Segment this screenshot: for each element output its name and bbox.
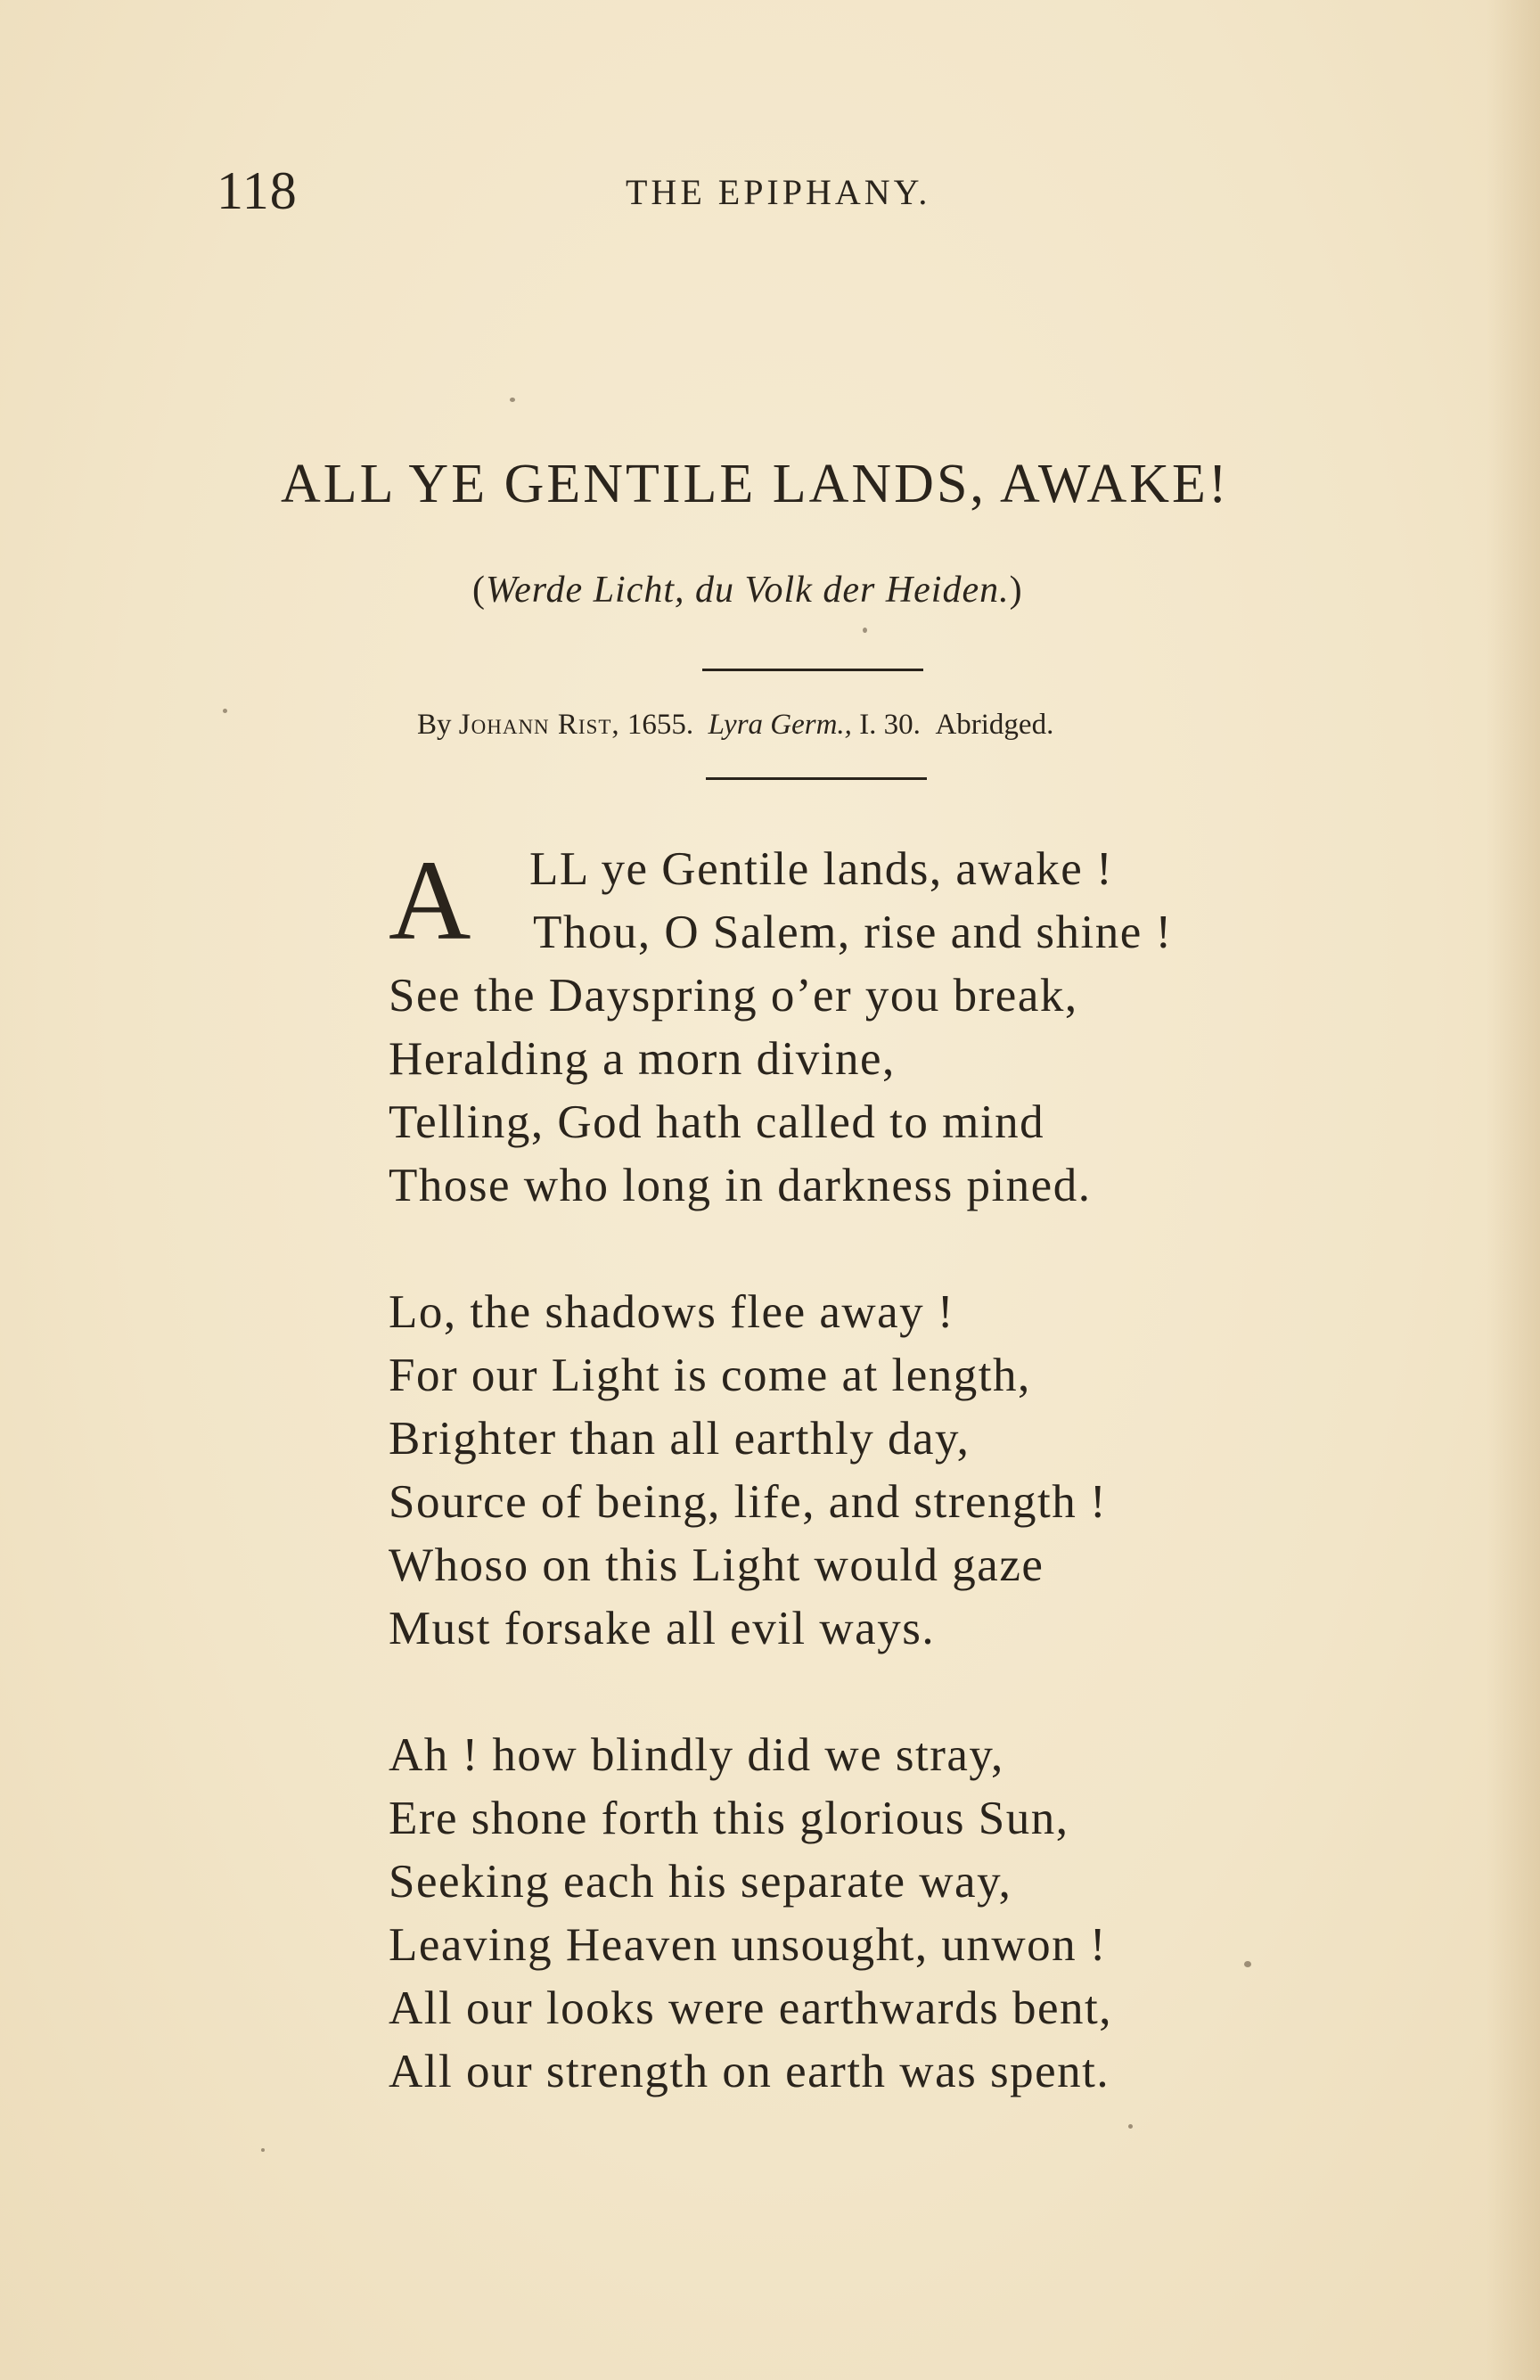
poem-line: Ah ! how blindly did we stray, — [389, 1729, 1004, 1781]
attribution-note: Abridged. — [935, 709, 1054, 741]
poem-line: For our Light is come at length, — [389, 1350, 1031, 1401]
poem-line: Whoso on this Light would gaze — [389, 1539, 1044, 1591]
attribution — [417, 709, 1053, 742]
poem-line: Those who long in darkness pined. — [389, 1160, 1092, 1211]
close-paren: ) — [1009, 570, 1023, 611]
attribution-reference: I. 30. — [859, 709, 921, 741]
poem — [389, 838, 1173, 2104]
stanza-2 — [389, 1281, 1173, 1661]
paper-speck — [261, 2148, 265, 2152]
attribution-author: Johann Rist, — [458, 709, 620, 741]
attribution-by: By — [417, 709, 452, 741]
poem-line: All our strength on earth was spent. — [389, 2046, 1110, 2097]
poem-line: All our looks were earthwards bent, — [389, 1982, 1112, 2034]
stanza-1 — [389, 838, 1173, 1218]
poem-line: See the Dayspring o’er you break, — [389, 970, 1078, 1022]
attribution-year: 1655. — [627, 709, 694, 741]
paper-speck — [1128, 2124, 1133, 2129]
poem-line: Brighter than all earthly day, — [389, 1413, 971, 1465]
poem-line: Must forsake all evil ways. — [389, 1603, 936, 1654]
poem-line: LL ye Gentile lands, awake ! — [529, 843, 1114, 895]
original-title — [472, 569, 1023, 611]
paper-speck — [510, 398, 515, 402]
divider-top — [702, 669, 923, 671]
page-number: 118 — [217, 161, 298, 220]
hymn-title: ALL YE GENTILE LANDS, AWAKE! — [281, 454, 1230, 514]
poem-line: Heralding a morn divine, — [389, 1033, 896, 1085]
running-head: THE EPIPHANY. — [626, 172, 931, 212]
paper-speck — [223, 709, 227, 713]
poem-line: Seeking each his separate way, — [389, 1856, 1012, 1908]
divider-bottom — [706, 777, 927, 780]
open-paren: ( — [472, 570, 486, 611]
poem-line: Lo, the shadows flee away ! — [389, 1286, 955, 1338]
poem-line: Leaving Heaven unsought, unwon ! — [389, 1919, 1108, 1971]
stanza-gap — [389, 1218, 1173, 1281]
poem-line: Thou, O Salem, rise and shine ! — [533, 907, 1173, 958]
poem-line: Ere shone forth this glorious Sun, — [389, 1793, 1069, 1844]
original-title-text: Werde Licht, du Volk der Heiden. — [486, 570, 1010, 611]
attribution-source: Lyra Germ., — [708, 709, 852, 741]
stanza-3 — [389, 1724, 1173, 2104]
paper-speck — [863, 628, 867, 633]
paper-speck — [1244, 1961, 1251, 1967]
drop-cap: A — [389, 837, 472, 964]
stanza-gap — [389, 1661, 1173, 1724]
poem-line: Telling, God hath called to mind — [389, 1096, 1045, 1148]
poem-line: Source of being, life, and strength ! — [389, 1476, 1108, 1528]
